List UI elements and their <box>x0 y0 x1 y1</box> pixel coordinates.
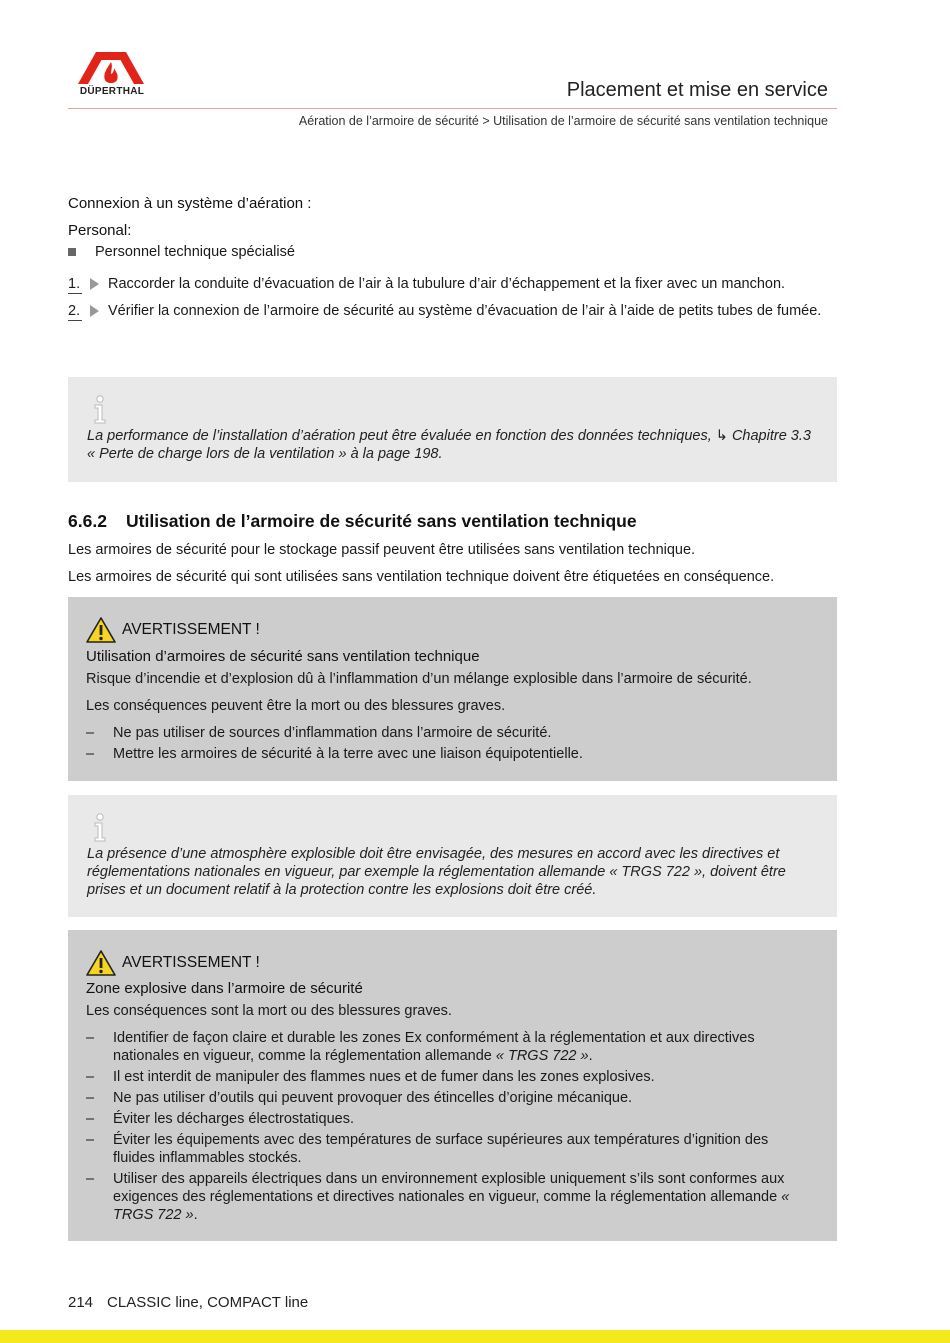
step-1 <box>68 275 838 294</box>
info-note-2 <box>68 795 837 917</box>
info-note-1-text: La performance de l’installation d’aération peut être évaluée en fonction des données techniques, ↳ Chapitre 3.3 « Perte de charge lors de la ventilation » à la page 198. <box>87 428 811 462</box>
page-number: 214 <box>68 1294 94 1311</box>
warning-box-2 <box>68 930 837 1241</box>
step-arrow-icon <box>90 305 99 317</box>
warning-text: Risque d’incendie et d’explosion dû à l’inflammation d’un mélange explosible dans l’armoire de sécurité. <box>86 671 752 687</box>
warning-text: Les conséquences sont la mort ou des blessures graves. <box>86 1003 452 1019</box>
list-item: – Éviter les équipements avec des températures de surface supérieures aux températures d’ignition des fluides inflammables stockés. <box>86 1132 769 1166</box>
section-paragraph-1: Les armoires de sécurité pour le stockage passif peuvent être utilisées sans ventilation technique. <box>68 542 696 558</box>
square-bullet-icon <box>68 248 76 256</box>
header-divider <box>68 108 837 109</box>
info-icon <box>90 395 110 425</box>
section-number: 6.6.2 <box>68 511 107 531</box>
warning-title-row <box>86 950 260 976</box>
step-number: 2. <box>68 303 81 319</box>
logo-text: DÜPERTHAL <box>79 86 145 97</box>
warning-box-1 <box>68 597 837 781</box>
page-footer <box>68 1294 308 1311</box>
footer-yellow-bar <box>0 1330 950 1343</box>
info-note-2-text: La présence d’une atmosphère explosible doit être envisagée, des mesures en accord avec les directives et réglementations nationales en vigueur, par exemple la réglementation allemande « TRGS 722 », doivent être prises et un document relatif à la protection contre les explosions doit être créé. <box>87 846 786 898</box>
list-item: – Ne pas utiliser de sources d’inflammation dans l’armoire de sécurité. <box>86 725 552 741</box>
warning-title: AVERTISSEMENT ! <box>122 621 260 638</box>
warning-list <box>86 724 826 763</box>
warning-subtitle: Zone explosive dans l’armoire de sécurité <box>86 980 363 997</box>
step-arrow-icon <box>90 278 99 290</box>
warning-title-row <box>86 617 260 643</box>
warning-title: AVERTISSEMENT ! <box>122 954 260 971</box>
warning-subtitle: Utilisation d’armoires de sécurité sans ventilation technique <box>86 648 480 665</box>
personal-item-text: Personnel technique spécialisé <box>95 244 295 260</box>
info-icon <box>90 813 110 843</box>
step-2 <box>68 302 838 321</box>
section-heading <box>68 511 637 532</box>
list-item: – Éviter les décharges électrostatiques. <box>86 1111 354 1127</box>
warning-list <box>86 1029 801 1224</box>
step-text: Vérifier la connexion de l’armoire de sécurité au système d’évacuation de l’air à l’aide de petits tubes de fumée. <box>108 303 822 319</box>
chapter-link[interactable]: Chapitre 3.3 « Perte de charge lors de la ventilation » à la page 198. <box>87 428 811 462</box>
connexion-heading: Connexion à un système d’aération : <box>68 195 312 212</box>
warning-triangle-icon <box>86 617 116 643</box>
list-item: – Ne pas utiliser d’outils qui peuvent provoquer des étincelles d’origine mécanique. <box>86 1090 633 1106</box>
personal-label: Personal: <box>68 222 132 239</box>
list-item: – Mettre les armoires de sécurité à la terre avec une liaison équipotentielle. <box>86 746 583 762</box>
list-item: – Identifier de façon claire et durable les zones Ex conformément à la réglementation et aux directives nationales en vigueur, comme la réglementation allemande « TRGS 722 ». <box>86 1030 755 1064</box>
list-item: – Utiliser des appareils électriques dans un environnement explosible uniquement s’ils sont conformes aux exigences des réglementations et directives nationales en vigueur, comme la réglementation allemande « TRGS 722 ». <box>86 1171 790 1223</box>
page-header-title: Placement et mise en service <box>566 79 828 101</box>
section-title: Utilisation de l’armoire de sécurité sans ventilation technique <box>126 511 637 531</box>
personal-list-item <box>68 243 295 261</box>
warning-text: Les conséquences peuvent être la mort ou des blessures graves. <box>86 698 506 714</box>
section-paragraph-2: Les armoires de sécurité qui sont utilisées sans ventilation technique doivent être étiquetées en conséquence. <box>68 569 775 585</box>
step-text: Raccorder la conduite d’évacuation de l’air à la tubulure d’air d’échappement et la fixer avec un manchon. <box>108 276 786 292</box>
warning-triangle-icon <box>86 950 116 976</box>
breadcrumb: Aération de l’armoire de sécurité > Utilisation de l’armoire de sécurité sans ventilation technique <box>298 114 828 128</box>
chapter-link-icon: ↳ <box>715 428 732 444</box>
info-note-1 <box>68 377 837 482</box>
step-number: 1. <box>68 276 81 292</box>
list-item: – Il est interdit de manipuler des flammes nues et de fumer dans les zones explosives. <box>86 1069 655 1085</box>
product-line: CLASSIC line, COMPACT line <box>107 1294 309 1311</box>
